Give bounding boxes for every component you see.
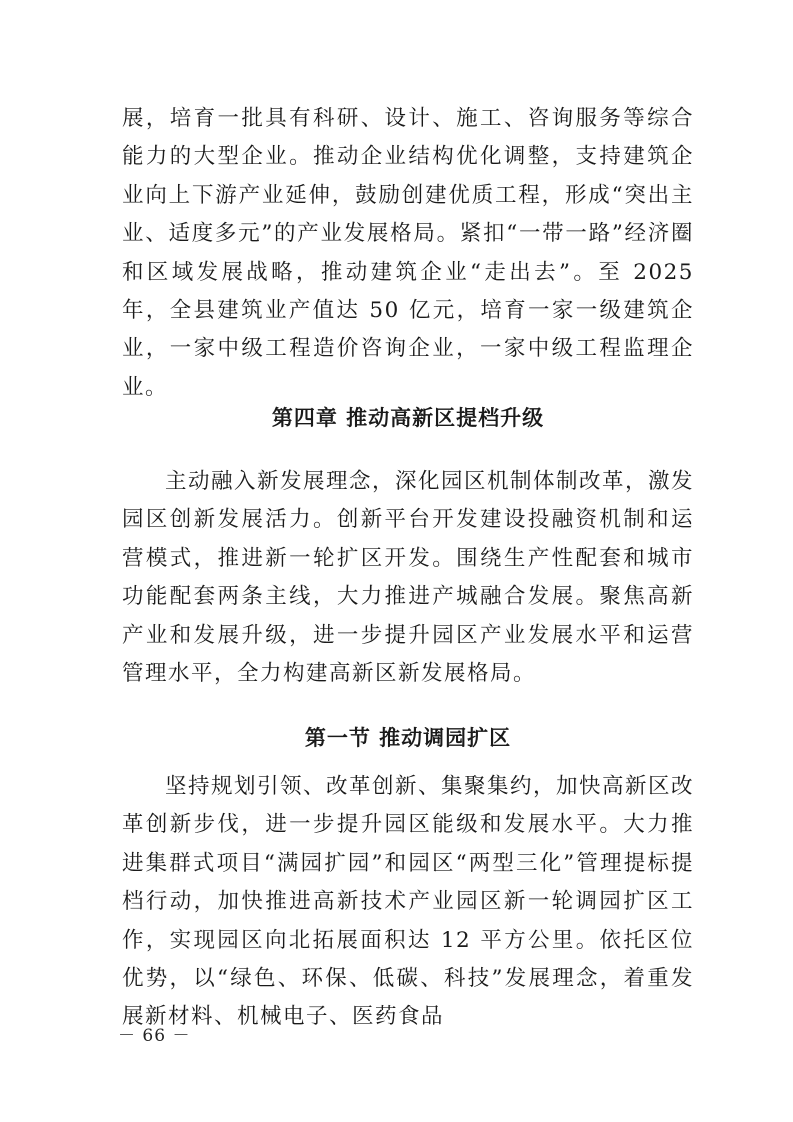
paragraph-high-tech-zone-intro: 主动融入新发展理念，深化园区机制体制改革，激发园区创新发展活力。创新平台开发建设投融资机制和运营模式，推进新一轮扩区开发。围绕生产性配套和城市功能配套两条主线，大力推进产城融合发展。聚焦高新产业和发展升级，进一步提升园区产业发展水平和运营管理水平，全力构建高新区新发展格局。 <box>122 469 695 687</box>
paragraph-construction-industry: 展，培育一批具有科研、设计、施工、咨询服务等综合能力的大型企业。推动企业结构优化调整，支持建筑企业向上下游产业延伸，鼓励创建优质工程，形成“突出主业、适度多元”的产业发展格局。紧扣“一带一路”经济圈和区域发展战略，推动建筑企业“走出去”。至 2025 年，全县建筑业产值达 50 亿元，培育一家一级建筑企业，一家中级工程造价咨询企业，一家中级工程监理企业。 <box>122 106 703 400</box>
chapter-heading: 第四章 推动高新区提档升级 <box>271 406 545 430</box>
paragraph-park-expansion: 坚持规划引领、改革创新、集聚集约，加快高新区改革创新步伐，进一步提升园区能级和发展水平。大力推进集群式项目“满园扩园”和园区“两型三化”管理提标提档行动，加快推进高新技术产业园区新一轮调园扩区工作，实现园区向北拓展面积达 12 平方公里。依托区位优势，以“绿色、环保、低碳、科技”发展理念，着重发展新材料、机械电子、医药食品 <box>122 774 695 1030</box>
section-heading: 第一节 推动调园扩区 <box>304 726 512 750</box>
page-number: － 66 － <box>118 1026 191 1046</box>
